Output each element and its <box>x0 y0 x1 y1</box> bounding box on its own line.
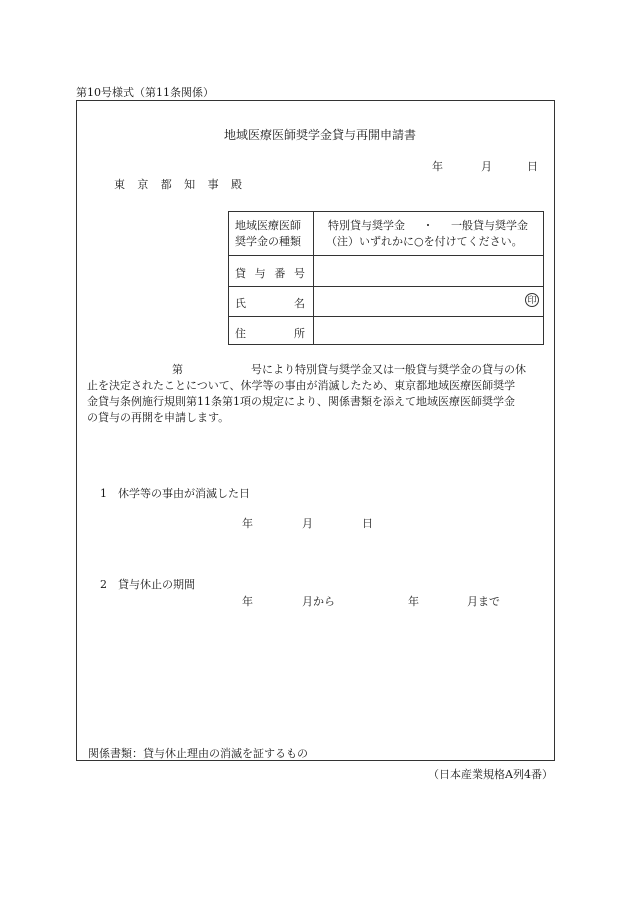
related-documents-note: 関係書類：貸与休止理由の消滅を証するもの <box>88 747 308 760</box>
scholarship-type-value[interactable] <box>328 218 528 250</box>
date-year: 年 <box>432 160 443 173</box>
loan-number-label <box>235 265 305 281</box>
item2-label: 2 貸与休止の期間 <box>100 578 195 591</box>
type-label-line2: 奨学金の種類 <box>235 235 301 248</box>
type-dot: ・ <box>422 219 434 232</box>
addressee-char: 東 <box>114 178 125 191</box>
type-option-special[interactable]: 特別貸与奨学金 <box>328 219 405 232</box>
statement-line4: の貸与の再開を申請します。 <box>87 411 230 424</box>
addressee-char: 知 <box>184 178 196 191</box>
label-char: 名 <box>294 297 305 310</box>
name-label <box>235 295 305 311</box>
statement-prefix: 第 <box>172 363 183 376</box>
addressee-char: 京 <box>137 178 149 191</box>
label-char: 氏 <box>235 297 246 310</box>
statement-line3: 金貸与条例施行規則第11条第1項の規定により、関係書類を添えて地域医療医師奨学金 <box>87 395 515 408</box>
address-field[interactable] <box>314 317 542 343</box>
statement-line1: 号により特別貸与奨学金又は一般貸与奨学金の貸与の休 <box>251 363 526 376</box>
form-number: 第10号様式（第11条関係） <box>76 86 214 99</box>
name-field[interactable] <box>314 287 520 315</box>
type-option-general[interactable]: 一般貸与奨学金 <box>451 219 528 232</box>
item1-day: 日 <box>362 517 373 530</box>
addressee-char: 都 <box>160 178 172 191</box>
label-char: 住 <box>235 327 246 340</box>
item1-year: 年 <box>242 517 253 530</box>
item1-label: 1 休学等の事由が消滅した日 <box>100 487 250 500</box>
loan-number-field[interactable] <box>314 256 542 284</box>
addressee-char: 事 <box>207 178 219 191</box>
item2-year-to: 年 <box>408 595 419 608</box>
statement-line2: 止を決定されたことについて、休学等の事由が消滅したため、東京都地域医療医師奨学 <box>87 379 516 392</box>
item1-month: 月 <box>302 517 313 530</box>
item2-month-to: 月まで <box>467 595 500 608</box>
form-frame <box>76 100 555 761</box>
document-title: 地域医療医師奨学金貸与再開申請書 <box>224 128 417 142</box>
label-char: 番 <box>274 267 286 280</box>
date-month: 月 <box>481 160 492 173</box>
label-char: 号 <box>293 267 305 280</box>
application-statement <box>87 362 549 426</box>
seal-mark: 印 <box>525 293 539 307</box>
item2-month-from: 月から <box>302 595 335 608</box>
label-char: 与 <box>254 267 266 280</box>
type-label-line1: 地域医療医師 <box>235 219 301 232</box>
item2-year-from: 年 <box>242 595 253 608</box>
scholarship-type-label <box>235 218 301 250</box>
addressee-char: 殿 <box>230 178 242 191</box>
label-char: 貸 <box>235 267 246 280</box>
addressee <box>114 176 242 192</box>
type-note: （注）いずれかに○を付けてください。 <box>326 235 523 248</box>
paper-size-note: （日本産業規格A列4番） <box>428 768 553 781</box>
label-char: 所 <box>294 327 305 340</box>
date-day: 日 <box>527 160 538 173</box>
address-label <box>235 325 305 341</box>
